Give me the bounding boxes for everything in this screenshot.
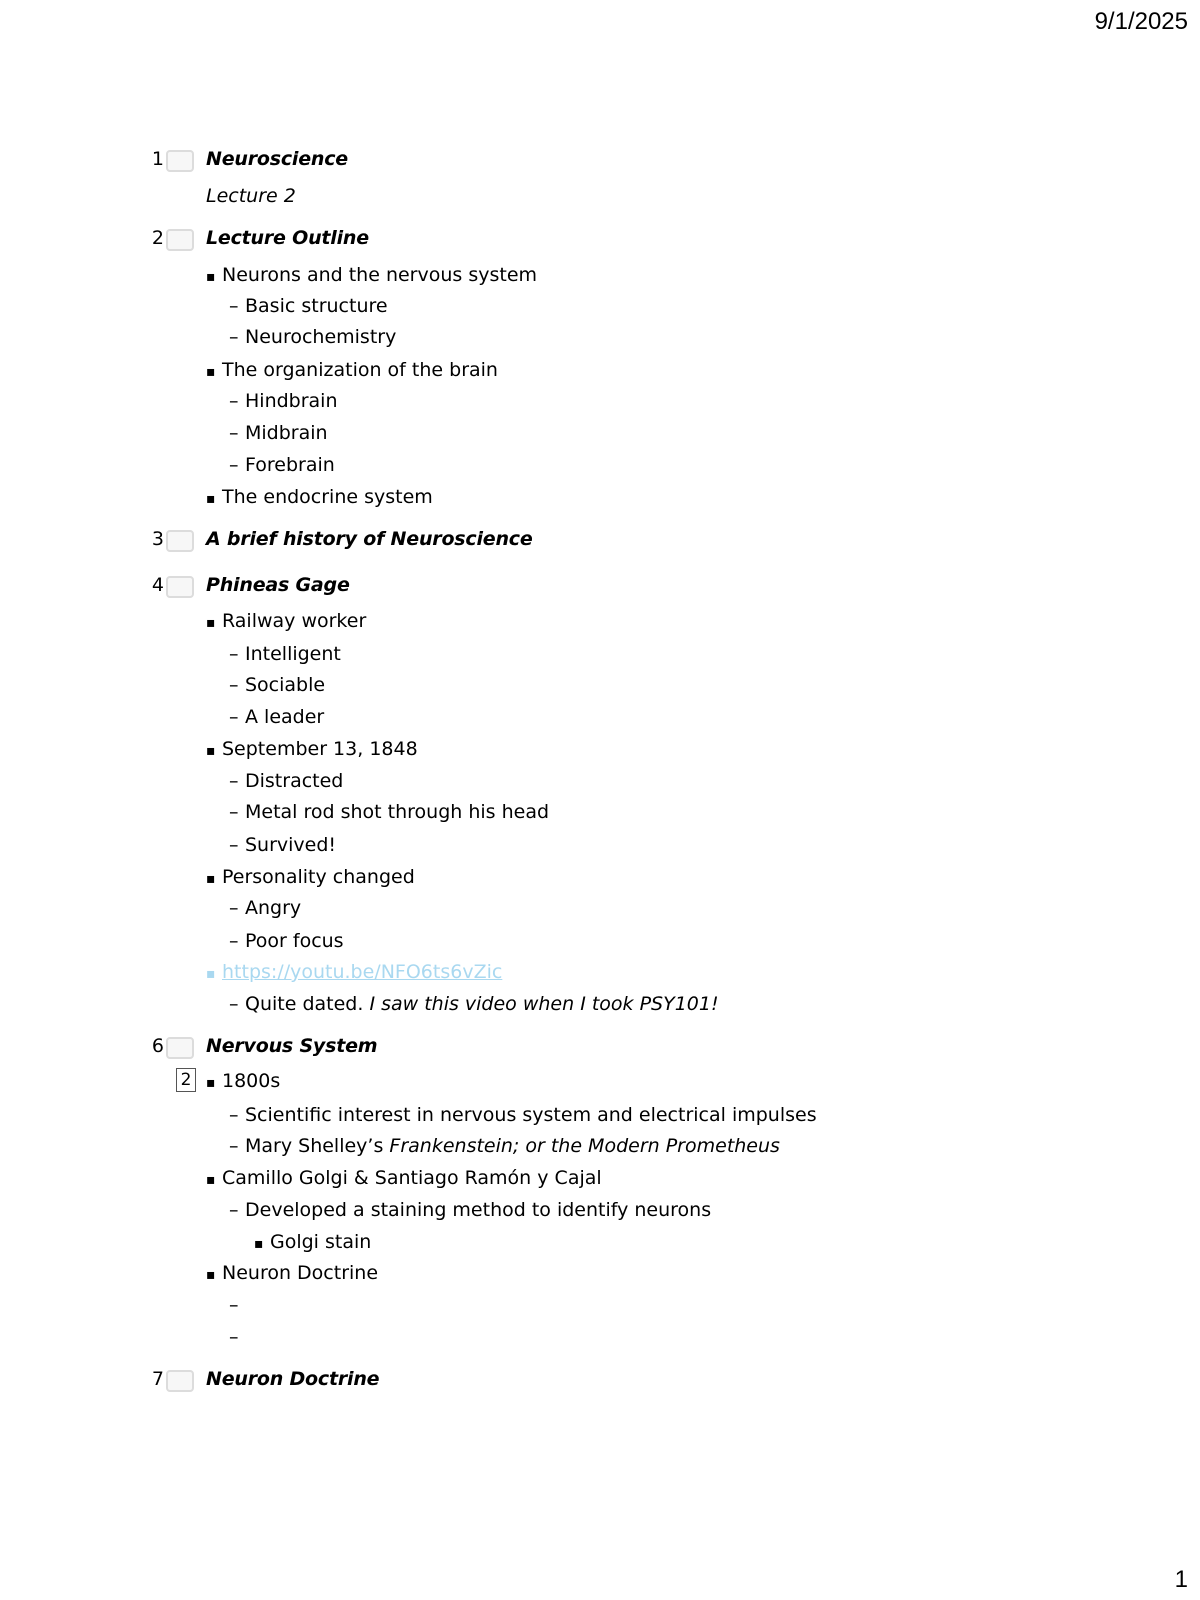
list-item-text: A leader <box>245 706 325 728</box>
list-item-text: Neurochemistry <box>245 326 397 348</box>
list-item-text: Intelligent <box>245 643 341 665</box>
dash-glyph: – <box>229 295 239 317</box>
list-item <box>206 864 415 890</box>
list-item-note: I saw this video when I took PSY101! <box>369 993 719 1015</box>
slide-thumbnail-icon[interactable] <box>166 1037 194 1059</box>
dash-glyph: – <box>229 930 239 952</box>
list-item-text: The endocrine system <box>222 486 433 508</box>
dash-glyph: – <box>229 993 239 1015</box>
list-item-text: 1800s <box>222 1070 281 1092</box>
list-item-text: Midbrain <box>245 422 328 444</box>
dash-glyph: – <box>229 1326 239 1348</box>
slide-thumbnail-icon[interactable] <box>166 1370 194 1392</box>
list-item <box>206 736 418 762</box>
list-item <box>206 608 366 634</box>
dash-glyph: – <box>229 390 239 412</box>
dash-glyph: – <box>229 770 239 792</box>
dash-glyph: – <box>229 326 239 348</box>
slide-thumbnail-icon[interactable] <box>166 229 194 251</box>
slide-thumbnail-icon[interactable] <box>166 576 194 598</box>
slide-subtitle: Lecture 2 <box>206 185 296 207</box>
list-item <box>229 641 341 667</box>
list-item-empty <box>229 1324 245 1350</box>
dash-glyph: – <box>229 674 239 696</box>
slide-title: A brief history of Neuroscience <box>206 528 533 550</box>
list-item <box>229 293 388 319</box>
list-item-text: Neuron Doctrine <box>222 1262 379 1284</box>
list-item <box>206 262 537 288</box>
list-item <box>229 672 325 698</box>
list-item <box>229 1102 817 1128</box>
bullet-glyph: ▪ <box>254 1236 264 1252</box>
list-item-text: Sociable <box>245 674 326 696</box>
slide-title: Nervous System <box>206 1035 378 1057</box>
bullet-glyph: ▪ <box>206 966 216 982</box>
list-item-text: Angry <box>245 897 302 919</box>
dash-glyph: – <box>229 801 239 823</box>
bullet-glyph: ▪ <box>206 364 216 380</box>
video-link[interactable]: https://youtu.be/NFO6ts6vZic <box>222 961 503 983</box>
list-item <box>229 991 719 1017</box>
list-item <box>206 1165 602 1191</box>
list-item <box>229 895 301 921</box>
dash-glyph: – <box>229 834 239 856</box>
bullet-glyph: ▪ <box>206 491 216 507</box>
list-item-text: Neurons and the nervous system <box>222 264 538 286</box>
list-item <box>229 452 335 478</box>
slide-number: 4 <box>151 574 164 596</box>
list-item-text: Forebrain <box>245 454 335 476</box>
list-item-text: Scientific interest in nervous system and electrical impulses <box>245 1104 817 1126</box>
list-item-text: Hindbrain <box>245 390 338 412</box>
list-item <box>206 1260 378 1286</box>
list-item-text: Distracted <box>245 770 344 792</box>
dash-glyph: – <box>229 422 239 444</box>
dash-glyph: – <box>229 1104 239 1126</box>
list-item <box>229 420 328 446</box>
slide-title: Lecture Outline <box>206 227 369 249</box>
list-item-text: September 13, 1848 <box>222 738 418 760</box>
bullet-glyph: ▪ <box>206 269 216 285</box>
slide-number: 1 <box>151 148 164 170</box>
list-item <box>229 928 344 954</box>
bullet-glyph: ▪ <box>206 871 216 887</box>
slide-title: Neuroscience <box>206 148 348 170</box>
page-number: 1 <box>1174 1566 1188 1593</box>
list-item <box>206 959 502 985</box>
list-item <box>229 832 336 858</box>
dash-glyph: – <box>229 706 239 728</box>
dash-glyph: – <box>229 454 239 476</box>
bullet-glyph: ▪ <box>206 743 216 759</box>
dash-glyph: – <box>229 643 239 665</box>
list-item <box>229 388 338 414</box>
list-item-text: Poor focus <box>245 930 344 952</box>
list-item-text: Developed a staining method to identify neurons <box>245 1199 712 1221</box>
list-item-text: Camillo Golgi & Santiago Ramón y Cajal <box>222 1167 602 1189</box>
slide-title: Neuron Doctrine <box>206 1368 380 1390</box>
bullet-glyph: ▪ <box>206 1075 216 1091</box>
bullet-glyph: ▪ <box>206 1172 216 1188</box>
list-item-text: Railway worker <box>222 610 367 632</box>
list-item-empty <box>229 1292 245 1318</box>
slide-thumbnail-icon[interactable] <box>166 150 194 172</box>
list-item-text: Metal rod shot through his head <box>245 801 550 823</box>
bullet-glyph: ▪ <box>206 615 216 631</box>
list-item <box>206 484 433 510</box>
list-item <box>206 357 498 383</box>
list-item-text: Basic structure <box>245 295 388 317</box>
list-item-text: Personality changed <box>222 866 415 888</box>
list-item-text: Mary Shelley’s <box>245 1135 390 1157</box>
dash-glyph: – <box>229 897 239 919</box>
list-item <box>229 324 396 350</box>
dash-glyph: – <box>229 1294 239 1316</box>
list-item <box>229 1133 780 1159</box>
list-item <box>229 1197 711 1223</box>
list-item <box>229 704 324 730</box>
list-item <box>254 1229 371 1255</box>
list-item <box>229 799 549 825</box>
comment-count-badge[interactable]: 2 <box>176 1068 196 1092</box>
slide-title: Phineas Gage <box>206 574 350 596</box>
dash-glyph: – <box>229 1199 239 1221</box>
list-item <box>229 768 343 794</box>
list-item-text: The organization of the brain <box>222 359 498 381</box>
slide-number: 7 <box>151 1368 164 1390</box>
slide-thumbnail-icon[interactable] <box>166 530 194 552</box>
bullet-glyph: ▪ <box>206 1267 216 1283</box>
list-item-text: Golgi stain <box>270 1231 372 1253</box>
list-item-text: Quite dated. <box>245 993 370 1015</box>
list-item-text: Survived! <box>245 834 337 856</box>
slide-number: 2 <box>151 227 164 249</box>
dash-glyph: – <box>229 1135 239 1157</box>
list-item <box>206 1068 280 1094</box>
slide-number: 3 <box>151 528 164 550</box>
book-title: Frankenstein; or the Modern Prometheus <box>389 1135 780 1157</box>
slide-number: 6 <box>151 1035 164 1057</box>
print-date: 9/1/2025 <box>1094 8 1188 35</box>
